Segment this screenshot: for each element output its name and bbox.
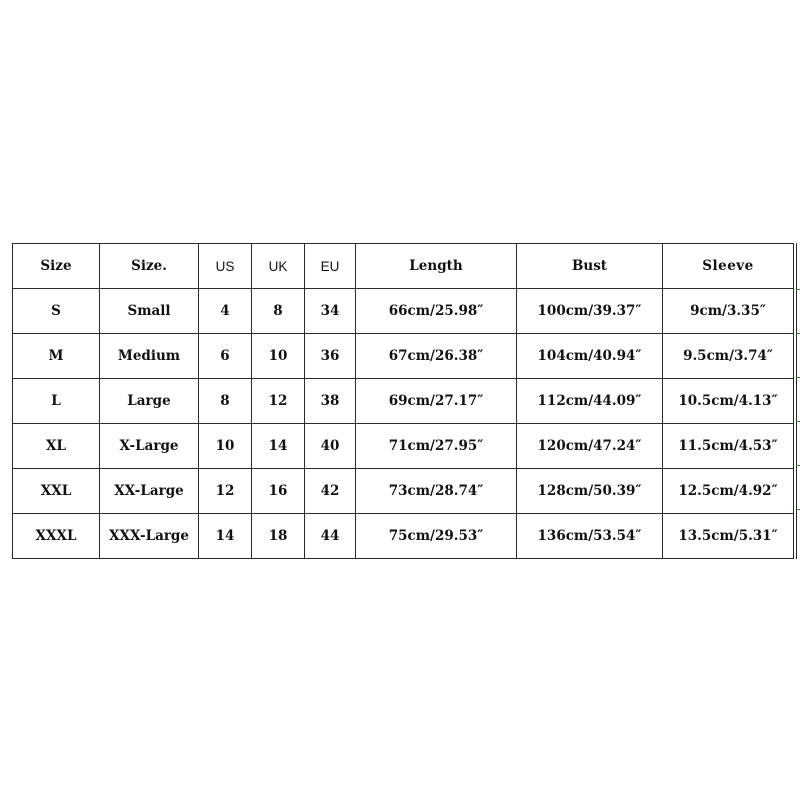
cell-eu: 40 — [305, 424, 356, 469]
cell-length: 66cm/25.98″ — [356, 289, 517, 334]
cell-eu: 42 — [305, 469, 356, 514]
cell-bust: 112cm/44.09″ — [517, 379, 663, 424]
edge-tick — [796, 333, 800, 334]
header-size-name: Size. — [100, 244, 199, 289]
cell-eu: 38 — [305, 379, 356, 424]
edge-tick — [796, 377, 800, 378]
cell-eu: 36 — [305, 334, 356, 379]
header-us: US — [199, 244, 252, 289]
header-uk: UK — [252, 244, 305, 289]
cell-size: M — [13, 334, 100, 379]
table-row — [13, 469, 794, 514]
header-bust: Bust — [517, 244, 663, 289]
edge-tick — [796, 289, 800, 290]
table-row — [13, 514, 794, 559]
cell-uk: 14 — [252, 424, 305, 469]
cell-eu: 44 — [305, 514, 356, 559]
cell-sleeve: 11.5cm/4.53″ — [663, 424, 794, 469]
cell-size: XXXL — [13, 514, 100, 559]
cropped-column-edge — [793, 243, 800, 559]
cell-length: 73cm/28.74″ — [356, 469, 517, 514]
cell-uk: 8 — [252, 289, 305, 334]
cell-size-name: Large — [100, 379, 199, 424]
cell-size: S — [13, 289, 100, 334]
size-chart-table — [12, 243, 794, 559]
table-row — [13, 424, 794, 469]
cell-us: 12 — [199, 469, 252, 514]
table-row — [13, 379, 794, 424]
cell-size-name: XX-Large — [100, 469, 199, 514]
cell-uk: 18 — [252, 514, 305, 559]
cell-sleeve: 13.5cm/5.31″ — [663, 514, 794, 559]
edge-tick — [796, 465, 800, 466]
cropped-column-border — [796, 243, 797, 559]
cell-us: 14 — [199, 514, 252, 559]
cell-us: 8 — [199, 379, 252, 424]
edge-tick — [796, 421, 800, 422]
cell-size: L — [13, 379, 100, 424]
cell-size-name: Small — [100, 289, 199, 334]
cell-sleeve: 12.5cm/4.92″ — [663, 469, 794, 514]
cell-uk: 12 — [252, 379, 305, 424]
table-row — [13, 289, 794, 334]
cell-bust: 120cm/47.24″ — [517, 424, 663, 469]
table-header-row — [13, 244, 794, 289]
cell-size-name: X-Large — [100, 424, 199, 469]
cell-sleeve: 9.5cm/3.74″ — [663, 334, 794, 379]
header-length: Length — [356, 244, 517, 289]
cell-uk: 10 — [252, 334, 305, 379]
edge-tick — [796, 509, 800, 510]
cell-length: 69cm/27.17″ — [356, 379, 517, 424]
cell-us: 4 — [199, 289, 252, 334]
table-row — [13, 334, 794, 379]
cell-length: 67cm/26.38″ — [356, 334, 517, 379]
cell-sleeve: 9cm/3.35″ — [663, 289, 794, 334]
cell-sleeve: 10.5cm/4.13″ — [663, 379, 794, 424]
cell-us: 10 — [199, 424, 252, 469]
cell-uk: 16 — [252, 469, 305, 514]
cell-size-name: XXX-Large — [100, 514, 199, 559]
header-eu: EU — [305, 244, 356, 289]
cell-bust: 136cm/53.54″ — [517, 514, 663, 559]
cell-bust: 100cm/39.37″ — [517, 289, 663, 334]
cell-size-name: Medium — [100, 334, 199, 379]
cell-us: 6 — [199, 334, 252, 379]
cell-eu: 34 — [305, 289, 356, 334]
cell-length: 71cm/27.95″ — [356, 424, 517, 469]
cell-bust: 128cm/50.39″ — [517, 469, 663, 514]
header-sleeve: Sleeve — [663, 244, 794, 289]
header-size: Size — [13, 244, 100, 289]
cell-length: 75cm/29.53″ — [356, 514, 517, 559]
cell-bust: 104cm/40.94″ — [517, 334, 663, 379]
cell-size: XL — [13, 424, 100, 469]
cell-size: XXL — [13, 469, 100, 514]
